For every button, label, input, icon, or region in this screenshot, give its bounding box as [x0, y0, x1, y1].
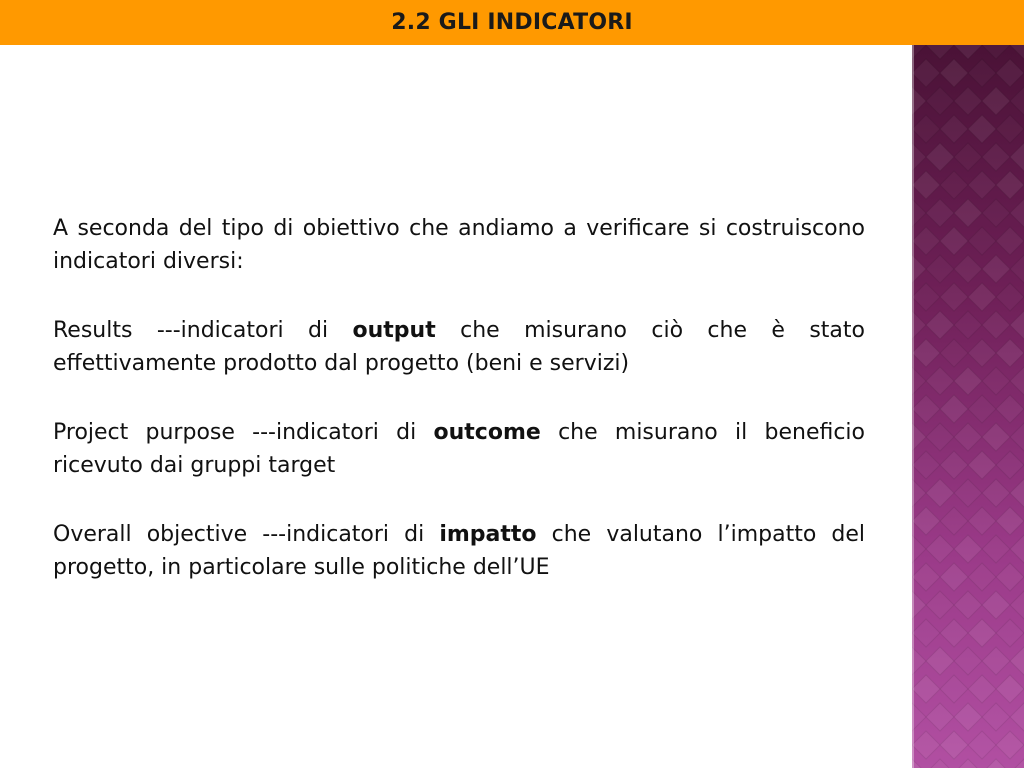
diamond-tile: [996, 115, 1024, 143]
diamond-tile: [1010, 535, 1024, 563]
diamond-tile: [912, 115, 940, 143]
diamond-tile: [968, 339, 996, 367]
diamond-tile: [912, 563, 940, 591]
diamond-tile: [954, 591, 982, 619]
diamond-tile: [968, 731, 996, 759]
diamond-tile: [940, 395, 968, 423]
diamond-tile: [996, 395, 1024, 423]
diamond-tile: [940, 59, 968, 87]
diamond-tile: [996, 675, 1024, 703]
diamond-tile: [996, 227, 1024, 255]
diamond-tile: [968, 171, 996, 199]
diamond-tile: [912, 479, 926, 507]
keyword-outcome: outcome: [433, 420, 541, 445]
diamond-tile: [1010, 367, 1024, 395]
diamond-tile: [926, 367, 954, 395]
diamond-tile: [912, 311, 926, 339]
diamond-tile: [912, 703, 926, 731]
keyword-impatto: impatto: [439, 522, 537, 547]
side-band-edge: [912, 45, 914, 768]
diamond-tile: [982, 591, 1010, 619]
paragraph-text: che misurano ciò che è stato effettivamente prodotto dal progetto (beni e servizi): [53, 318, 865, 376]
diamond-tile: [1010, 591, 1024, 619]
diamond-tile: [926, 255, 954, 283]
keyword-output: output: [352, 318, 436, 343]
diamond-tile: [982, 535, 1010, 563]
diamond-tile: [940, 339, 968, 367]
diamond-tile: [1010, 143, 1024, 171]
diamond-tile: [926, 45, 954, 59]
diamond-tile: [968, 563, 996, 591]
diamond-tile: [996, 731, 1024, 759]
diamond-tile: [954, 647, 982, 675]
diamond-tile: [1010, 703, 1024, 731]
diamond-tile: [982, 87, 1010, 115]
diamond-tile: [912, 283, 940, 311]
slide-title: 2.2 GLI INDICATORI: [391, 10, 633, 35]
diamond-tile: [912, 255, 926, 283]
diamond-tile: [912, 451, 940, 479]
diamond-tile: [954, 759, 982, 768]
diamond-tile: [926, 703, 954, 731]
diamond-tile: [912, 339, 940, 367]
diamond-tile: [954, 311, 982, 339]
paragraph-intro: [53, 212, 865, 278]
paragraph-text: Overall objective ---indicatori di: [53, 522, 440, 547]
diamond-tile: [912, 759, 926, 768]
diamond-tile: [954, 45, 982, 59]
diamond-tile: [954, 143, 982, 171]
diamond-tile: [912, 591, 926, 619]
slide-body: [53, 212, 865, 620]
diamond-tile: [954, 87, 982, 115]
paragraph-text: A seconda del tipo di obiettivo che andiamo a verificare si costruiscono indicatori diversi:: [53, 216, 865, 274]
diamond-tile: [912, 731, 940, 759]
decorative-side-band: [912, 45, 1024, 768]
diamond-tile: [926, 535, 954, 563]
diamond-tile: [996, 563, 1024, 591]
diamond-tile: [996, 171, 1024, 199]
diamond-tile: [926, 87, 954, 115]
diamond-tile: [968, 283, 996, 311]
diamond-tile: [982, 367, 1010, 395]
diamond-tile: [940, 283, 968, 311]
diamond-tile: [926, 759, 954, 768]
diamond-tile: [926, 199, 954, 227]
diamond-tile: [912, 675, 940, 703]
diamond-tile: [968, 227, 996, 255]
diamond-tile: [954, 423, 982, 451]
paragraph-text: Results ---indicatori di: [53, 318, 353, 343]
diamond-tile: [968, 619, 996, 647]
diamond-tile: [954, 255, 982, 283]
diamond-tile: [926, 647, 954, 675]
diamond-tile: [1010, 45, 1024, 59]
diamond-tile: [954, 367, 982, 395]
diamond-tile: [968, 675, 996, 703]
diamond-tile: [1010, 199, 1024, 227]
diamond-tile: [912, 87, 926, 115]
diamond-tile: [940, 563, 968, 591]
diamond-tile: [968, 395, 996, 423]
diamond-tile: [982, 479, 1010, 507]
diamond-tile: [968, 115, 996, 143]
paragraph-project-purpose: [53, 416, 865, 482]
diamond-tile: [912, 143, 926, 171]
diamond-tile: [954, 703, 982, 731]
diamond-tile: [940, 451, 968, 479]
diamond-tile: [940, 731, 968, 759]
diamond-tile: [926, 591, 954, 619]
diamond-tile: [940, 507, 968, 535]
diamond-tile: [954, 535, 982, 563]
diamond-tile: [996, 451, 1024, 479]
diamond-tile: [982, 255, 1010, 283]
diamond-tile: [1010, 423, 1024, 451]
diamond-tile: [996, 59, 1024, 87]
diamond-tile: [982, 423, 1010, 451]
paragraph-results: [53, 314, 865, 380]
diamond-tile: [926, 143, 954, 171]
diamond-tile: [912, 171, 940, 199]
diamond-tile: [996, 283, 1024, 311]
diamond-tile: [982, 703, 1010, 731]
diamond-tile: [954, 199, 982, 227]
diamond-tile: [1010, 87, 1024, 115]
diamond-tile: [940, 619, 968, 647]
diamond-tile: [940, 171, 968, 199]
paragraph-overall-objective: [53, 518, 865, 584]
diamond-tile: [982, 199, 1010, 227]
diamond-tile: [912, 367, 926, 395]
diamond-tile: [912, 45, 926, 59]
diamond-tile: [1010, 759, 1024, 768]
diamond-tile: [912, 423, 926, 451]
diamond-tile: [996, 339, 1024, 367]
diamond-tile: [1010, 647, 1024, 675]
diamond-tile: [912, 227, 940, 255]
diamond-tile: [940, 675, 968, 703]
diamond-tile: [954, 479, 982, 507]
diamond-pattern: [912, 45, 1024, 768]
diamond-tile: [1010, 479, 1024, 507]
diamond-tile: [926, 479, 954, 507]
title-bar: [0, 0, 1024, 45]
diamond-tile: [982, 311, 1010, 339]
diamond-tile: [912, 395, 940, 423]
diamond-tile: [926, 311, 954, 339]
diamond-tile: [968, 451, 996, 479]
diamond-tile: [912, 507, 940, 535]
paragraph-text: che misurano il beneficio ricevuto dai gruppi target: [53, 420, 866, 478]
diamond-tile: [912, 199, 926, 227]
diamond-tile: [982, 759, 1010, 768]
diamond-tile: [968, 507, 996, 535]
diamond-tile: [926, 423, 954, 451]
paragraph-text: Project purpose ---indicatori di: [53, 420, 434, 445]
diamond-tile: [940, 227, 968, 255]
diamond-tile: [982, 647, 1010, 675]
diamond-tile: [912, 647, 926, 675]
diamond-tile: [996, 619, 1024, 647]
diamond-tile: [982, 143, 1010, 171]
paragraph-text: che valutano l’impatto del progetto, in particolare sulle politiche dell’UE: [53, 522, 865, 580]
diamond-tile: [912, 535, 926, 563]
diamond-tile: [996, 507, 1024, 535]
diamond-tile: [940, 115, 968, 143]
diamond-tile: [982, 45, 1010, 59]
diamond-tile: [912, 59, 940, 87]
diamond-tile: [1010, 311, 1024, 339]
diamond-tile: [968, 59, 996, 87]
diamond-tile: [1010, 255, 1024, 283]
diamond-tile: [912, 619, 940, 647]
